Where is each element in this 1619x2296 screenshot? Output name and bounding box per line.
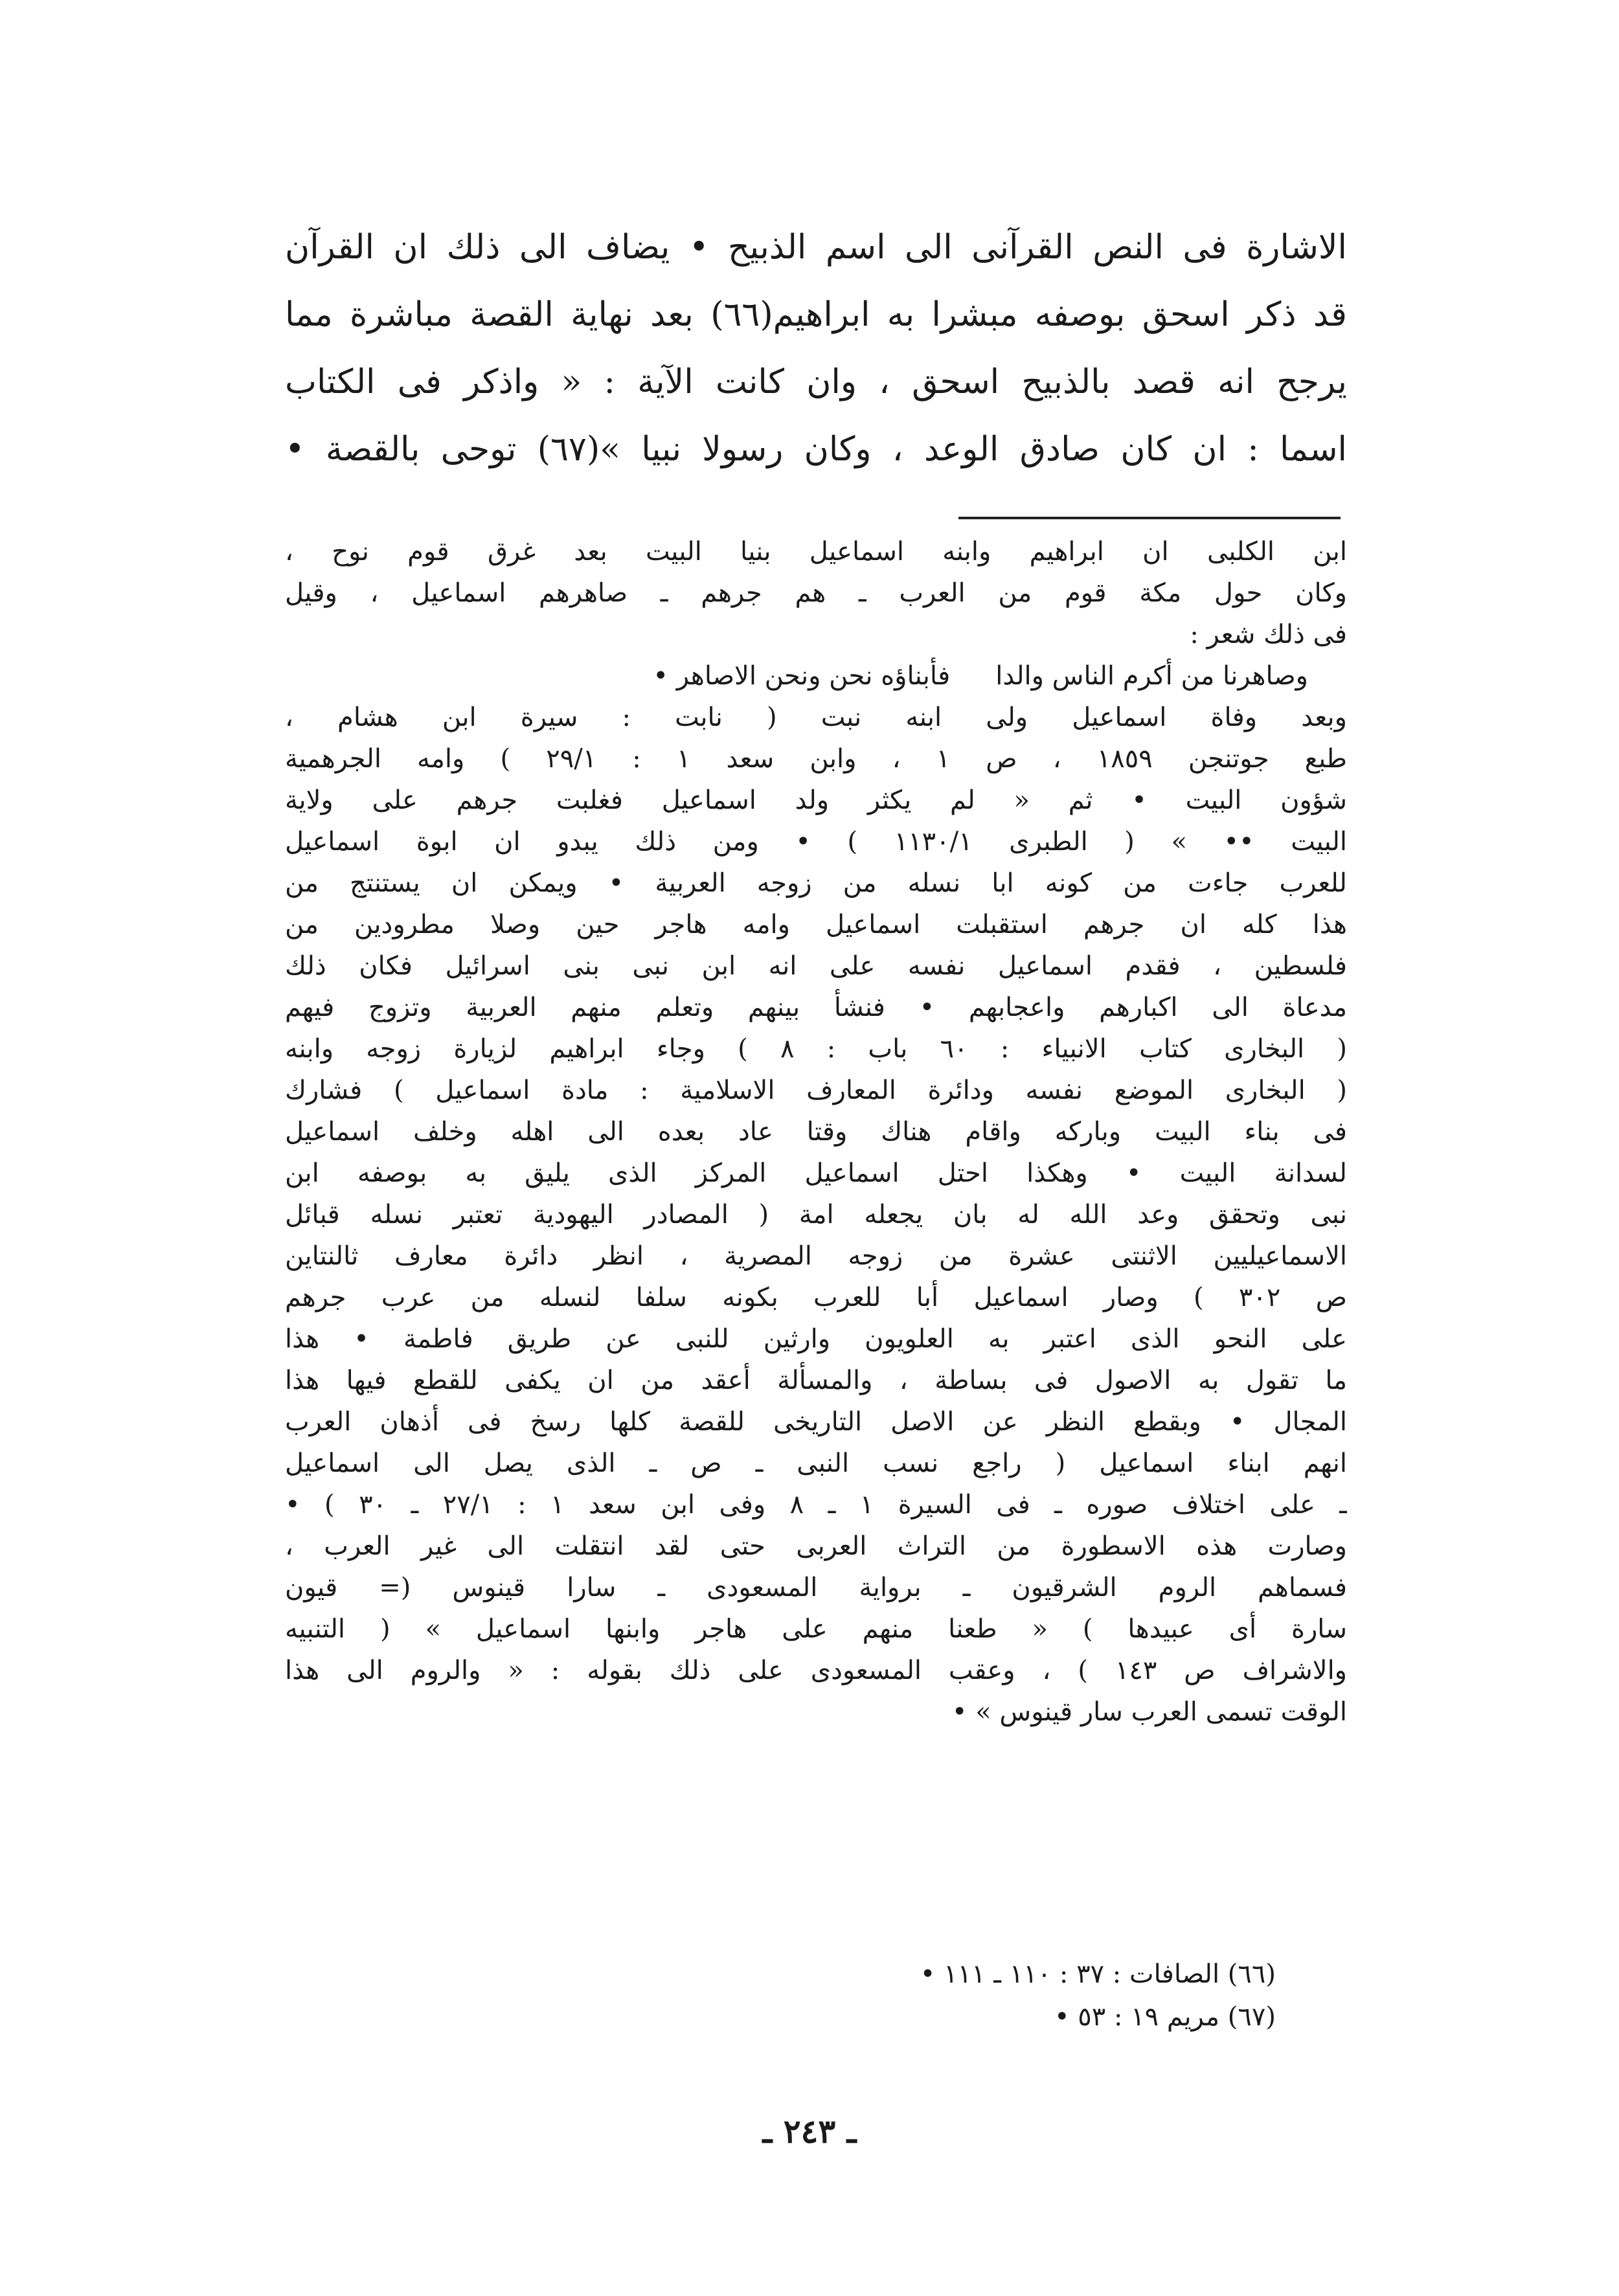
main-line: الاشارة فى النص القرآنى الى اسم الذبيح • يضاف الى ذلك ان القرآن [285, 228, 1347, 267]
footnote-line: وكان حول مكة قوم من العرب ـ هم جرهم ـ صاهرهم اسماعيل ، وقيل [285, 578, 1347, 608]
footnote-line: سارة أى عبيدها ) « طعنا منهم على هاجر وابنها اسماعيل » ( التنبيه [285, 1614, 1347, 1644]
footnote-line: على النحو الذى اعتبر به العلويون وارثين للنبى عن طريق فاطمة • هذا [285, 1324, 1347, 1354]
footnote-line: ( البخارى كتاب الانبياء : ٦٠ باب : ٨ ) وجاء ابراهيم لزيارة زوجه وابنه [285, 1034, 1347, 1064]
footnote-line: ( البخارى الموضع نفسه ودائرة المعارف الاسلامية : مادة اسماعيل ) فشارك [285, 1075, 1347, 1105]
poem-hemistich: وصاهرنا من أكرم الناس والدا [995, 661, 1308, 691]
footnote-line: وبعد وفاة اسماعيل ولى ابنه نبت ( نابت : سيرة ابن هشام ، [285, 703, 1347, 732]
footnote-line: فى ذلك شعر : [1190, 620, 1347, 649]
footnote-line: البيت •• » ( الطبرى ١١٣٠/١ ) • ومن ذلك يبدو ان ابوة اسماعيل [285, 827, 1347, 857]
footnote-line: فى بناء البيت وباركه واقام هناك وقتا عاد بعده الى اهله وخلف اسماعيل [285, 1117, 1347, 1147]
footnote-block [285, 531, 1347, 1733]
footnote-line: طبع جوتنجن ١٨٥٩ ، ص ١ ، وابن سعد ١ : ٢٩/١ ) وامه الجرهمية [285, 744, 1347, 774]
footnote-line: للعرب جاءت من كونه ابا نسله من زوجه العربية • ويمكن ان يستنتج من [285, 868, 1347, 898]
footnote-line: نبى وتحقق وعد الله له بان يجعله امة ( المصادر اليهودية تعتبر نسله قبائل [285, 1200, 1347, 1230]
footnote-line: ما تقول به الاصول فى بساطة ، والمسألة أعقد من ان يكفى للقطع فيها هذا [285, 1366, 1347, 1395]
footnote-line: المجال • وبقطع النظر عن الاصل التاريخى للقصة كلها رسخ فى أذهان العرب [285, 1407, 1347, 1437]
poem-hemistich: فأبناؤه نحن ونحن الاصاهر • [653, 661, 951, 691]
footnote-line: ص ٣٠٢ ) وصار اسماعيل أبا للعرب بكونه سلفا لنسله من عرب جرهم [285, 1283, 1347, 1312]
footnote-line: وصارت هذه الاسطورة من التراث العربى حتى لقد انتقلت الى غير العرب ، [285, 1531, 1347, 1561]
main-line: اسما : ان كان صادق الوعد ، وكان رسولا نبيا »(٦٧) توحى بالقصة • [285, 430, 1347, 469]
main-line: يرجح انه قصد بالذبيح اسحق ، وان كانت الآية : « واذكر فى الكتاب [285, 363, 1347, 401]
reference-item: (٦٦) الصافات : ٣٧ : ١١٠ ـ ١١١ • [920, 1959, 1276, 1989]
footnote-line: شؤون البيت • ثم « لم يكثر ولد اسماعيل فغلبت جرهم على ولاية [285, 785, 1347, 815]
reference-list [920, 1953, 1276, 2038]
page-number: ـ ٢٤٣ ـ [762, 2112, 857, 2150]
footnote-line: ـ على اختلاف صوره ـ فى السيرة ١ ـ ٨ وفى ابن سعد ١ : ٢٧/١ ـ ٣٠ ) • [285, 1490, 1347, 1520]
footnote-line: الوقت تسمى العرب سار قينوس » • [951, 1697, 1347, 1727]
footnote-line: والاشراف ص ١٤٣ ) ، وعقب المسعودى على ذلك بقوله : « والروم الى هذا [285, 1656, 1347, 1685]
reference-item: (٦٧) مريم ١٩ : ٥٣ • [1054, 2002, 1276, 2032]
main-line: قد ذكر اسحق بوصفه مبشرا به ابراهيم(٦٦) بعد نهاية القصة مباشرة مما [285, 295, 1347, 334]
footnote-line: انهم ابناء اسماعيل ( راجع نسب النبى ـ ص ـ الذى يصل الى اسماعيل [285, 1448, 1347, 1478]
footnote-separator [958, 517, 1341, 519]
footnote-line: الاسماعيليين الاثنتى عشرة من زوجه المصرية ، انظر دائرة معارف ثالنتاين [285, 1241, 1347, 1271]
main-paragraph [285, 214, 1347, 483]
footnote-line: فسماهم الروم الشرقيون ـ برواية المسعودى ـ سارا قينوس (= قيون [285, 1573, 1347, 1603]
poem-verse [285, 655, 1347, 697]
footnote-line: فلسطين ، فقدم اسماعيل نفسه على انه ابن نبى بنى اسرائيل فكان ذلك [285, 951, 1347, 981]
footnote-line: ابن الكلبى ان ابراهيم وابنه اسماعيل بنيا البيت بعد غرق قوم نوح ، [285, 537, 1347, 567]
footnote-line: مدعاة الى اكبارهم واعجابهم • فنشأ بينهم وتعلم منهم العربية وتزوج فيهم [285, 993, 1347, 1022]
footnote-line: لسدانة البيت • وهكذا احتل اسماعيل المركز الذى يليق به بوصفه ابن [285, 1158, 1347, 1188]
footnote-line: هذا كله ان جرهم استقبلت اسماعيل وامه هاجر حين وصلا مطرودين من [285, 910, 1347, 940]
